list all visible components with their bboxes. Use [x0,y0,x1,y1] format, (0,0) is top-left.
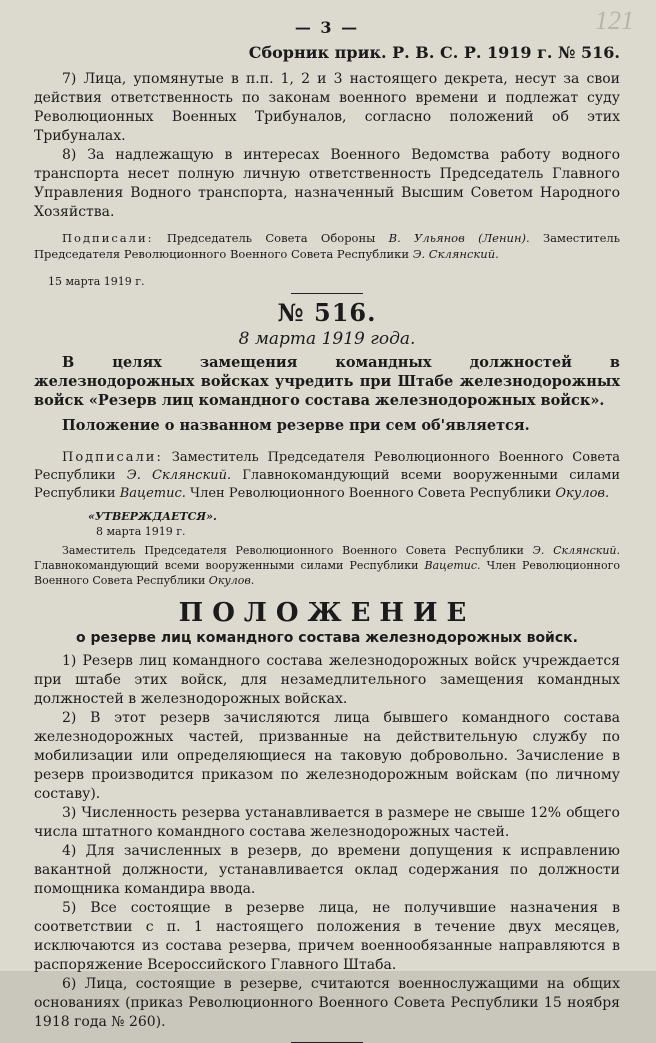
approved-label: «УТВЕРЖДАЕТСЯ». [88,510,217,523]
signatures-block-2: Подписали: Заместитель Председателя Революционного Военного Совета Республики Э. Склянский. Главнокомандующий всеми вооруженными силами Республики Вацетис. Член Революционного Военного Совета Республики Окулов. [34,450,621,501]
regulation-item-5: 5) Все состоящие в резерве лица, не получившие назначения в соответствии с п. 1 настоящего положения в течение двух месяцев, исключаются из состава резерва, причем военнообязанные направляются в распоряжение Всероссийского Главного Штаба. [34,900,620,973]
regulation-subtitle: о резерве лиц командного состава железнодорожных войск. [76,630,578,646]
decree-date: 15 марта 1919 г. [48,275,145,288]
signatures-block-3: Заместитель Председателя Революционного Военного Совета Республики Э. Склянский. Главнокомандующий всеми вооруженными силами Республики Вацетис. Член Революционного Военного Совета Республики Окулов. [34,544,620,587]
order-announce: Положение о названном резерве при сем об'является. [62,417,530,434]
regulation-item-6: 6) Лица, состоящие в резерве, считаются военнослужащими на общих основаниях (приказ Революционного Военного Совета Республики 15 ноября 1918 года № 260). [34,976,620,1030]
regulation-item-1: 1) Резерв лиц командного состава железнодорожных войск учреждается при штабе этих войск, для незамедлительного замещения командных должностей в железнодорожных войсках. [34,653,620,707]
divider [291,293,363,294]
approved-date: 8 марта 1919 г. [96,525,186,538]
regulation-item-2: 2) В этот резерв зачисляются лица бывшего командного состава железнодорожных частей, призванные на действительную службу по мобилизации или определяющиеся на таковую добровольно. Зачисление в резерв производится приказом по железнодорожным войскам (по личному составу). [34,710,620,802]
regulation-item-3: 3) Численность резерва устанавливается в размере не свыше 12% общего числа штатного командного состава железнодорожных частей. [34,805,620,840]
page-number: — 3 — [294,18,360,37]
paragraph-8: 8) За надлежащую в интересах Военного Ведомства работу водного транспорта несет полную личную ответственность Председатель Главного Управления Водного транспорта, назначенный Высшим Советом Народного Хозяйства. [34,147,620,220]
handwritten-number: 121 [595,6,634,35]
order-date: 8 марта 1919 года. [238,329,416,349]
regulation-title: ПОЛОЖЕНИЕ [178,598,476,628]
regulation-item-4: 4) Для зачисленных в резерв, до времени допущения к исправлению вакантной должности, устанавливается оклад содержания по должности помощника командира ввода. [34,843,620,897]
order-text: В целях замещения командных должностей в железнодорожных войсках учредить при Штабе железнодорожных войск «Резерв лиц командного состава железнодорожных войск». [34,354,620,409]
running-header: Сборник прик. Р. В. С. Р. 1919 г. № 516. [248,43,620,62]
order-number: № 516. [277,298,377,327]
paragraph-7: 7) Лица, упомянутые в п.п. 1, 2 и 3 настоящего декрета, несут за свои действия ответственность по законам военного времени и подлежат суду Революционных Военных Трибуналов, согласно положений об этих Трибуналах. [34,71,620,144]
signatures-block-1: Подписали: Председатель Совета Обороны В. Ульянов (Ленин). Заместитель Председателя Революционного Военного Совета Республики Э. Склянский. [34,231,620,261]
